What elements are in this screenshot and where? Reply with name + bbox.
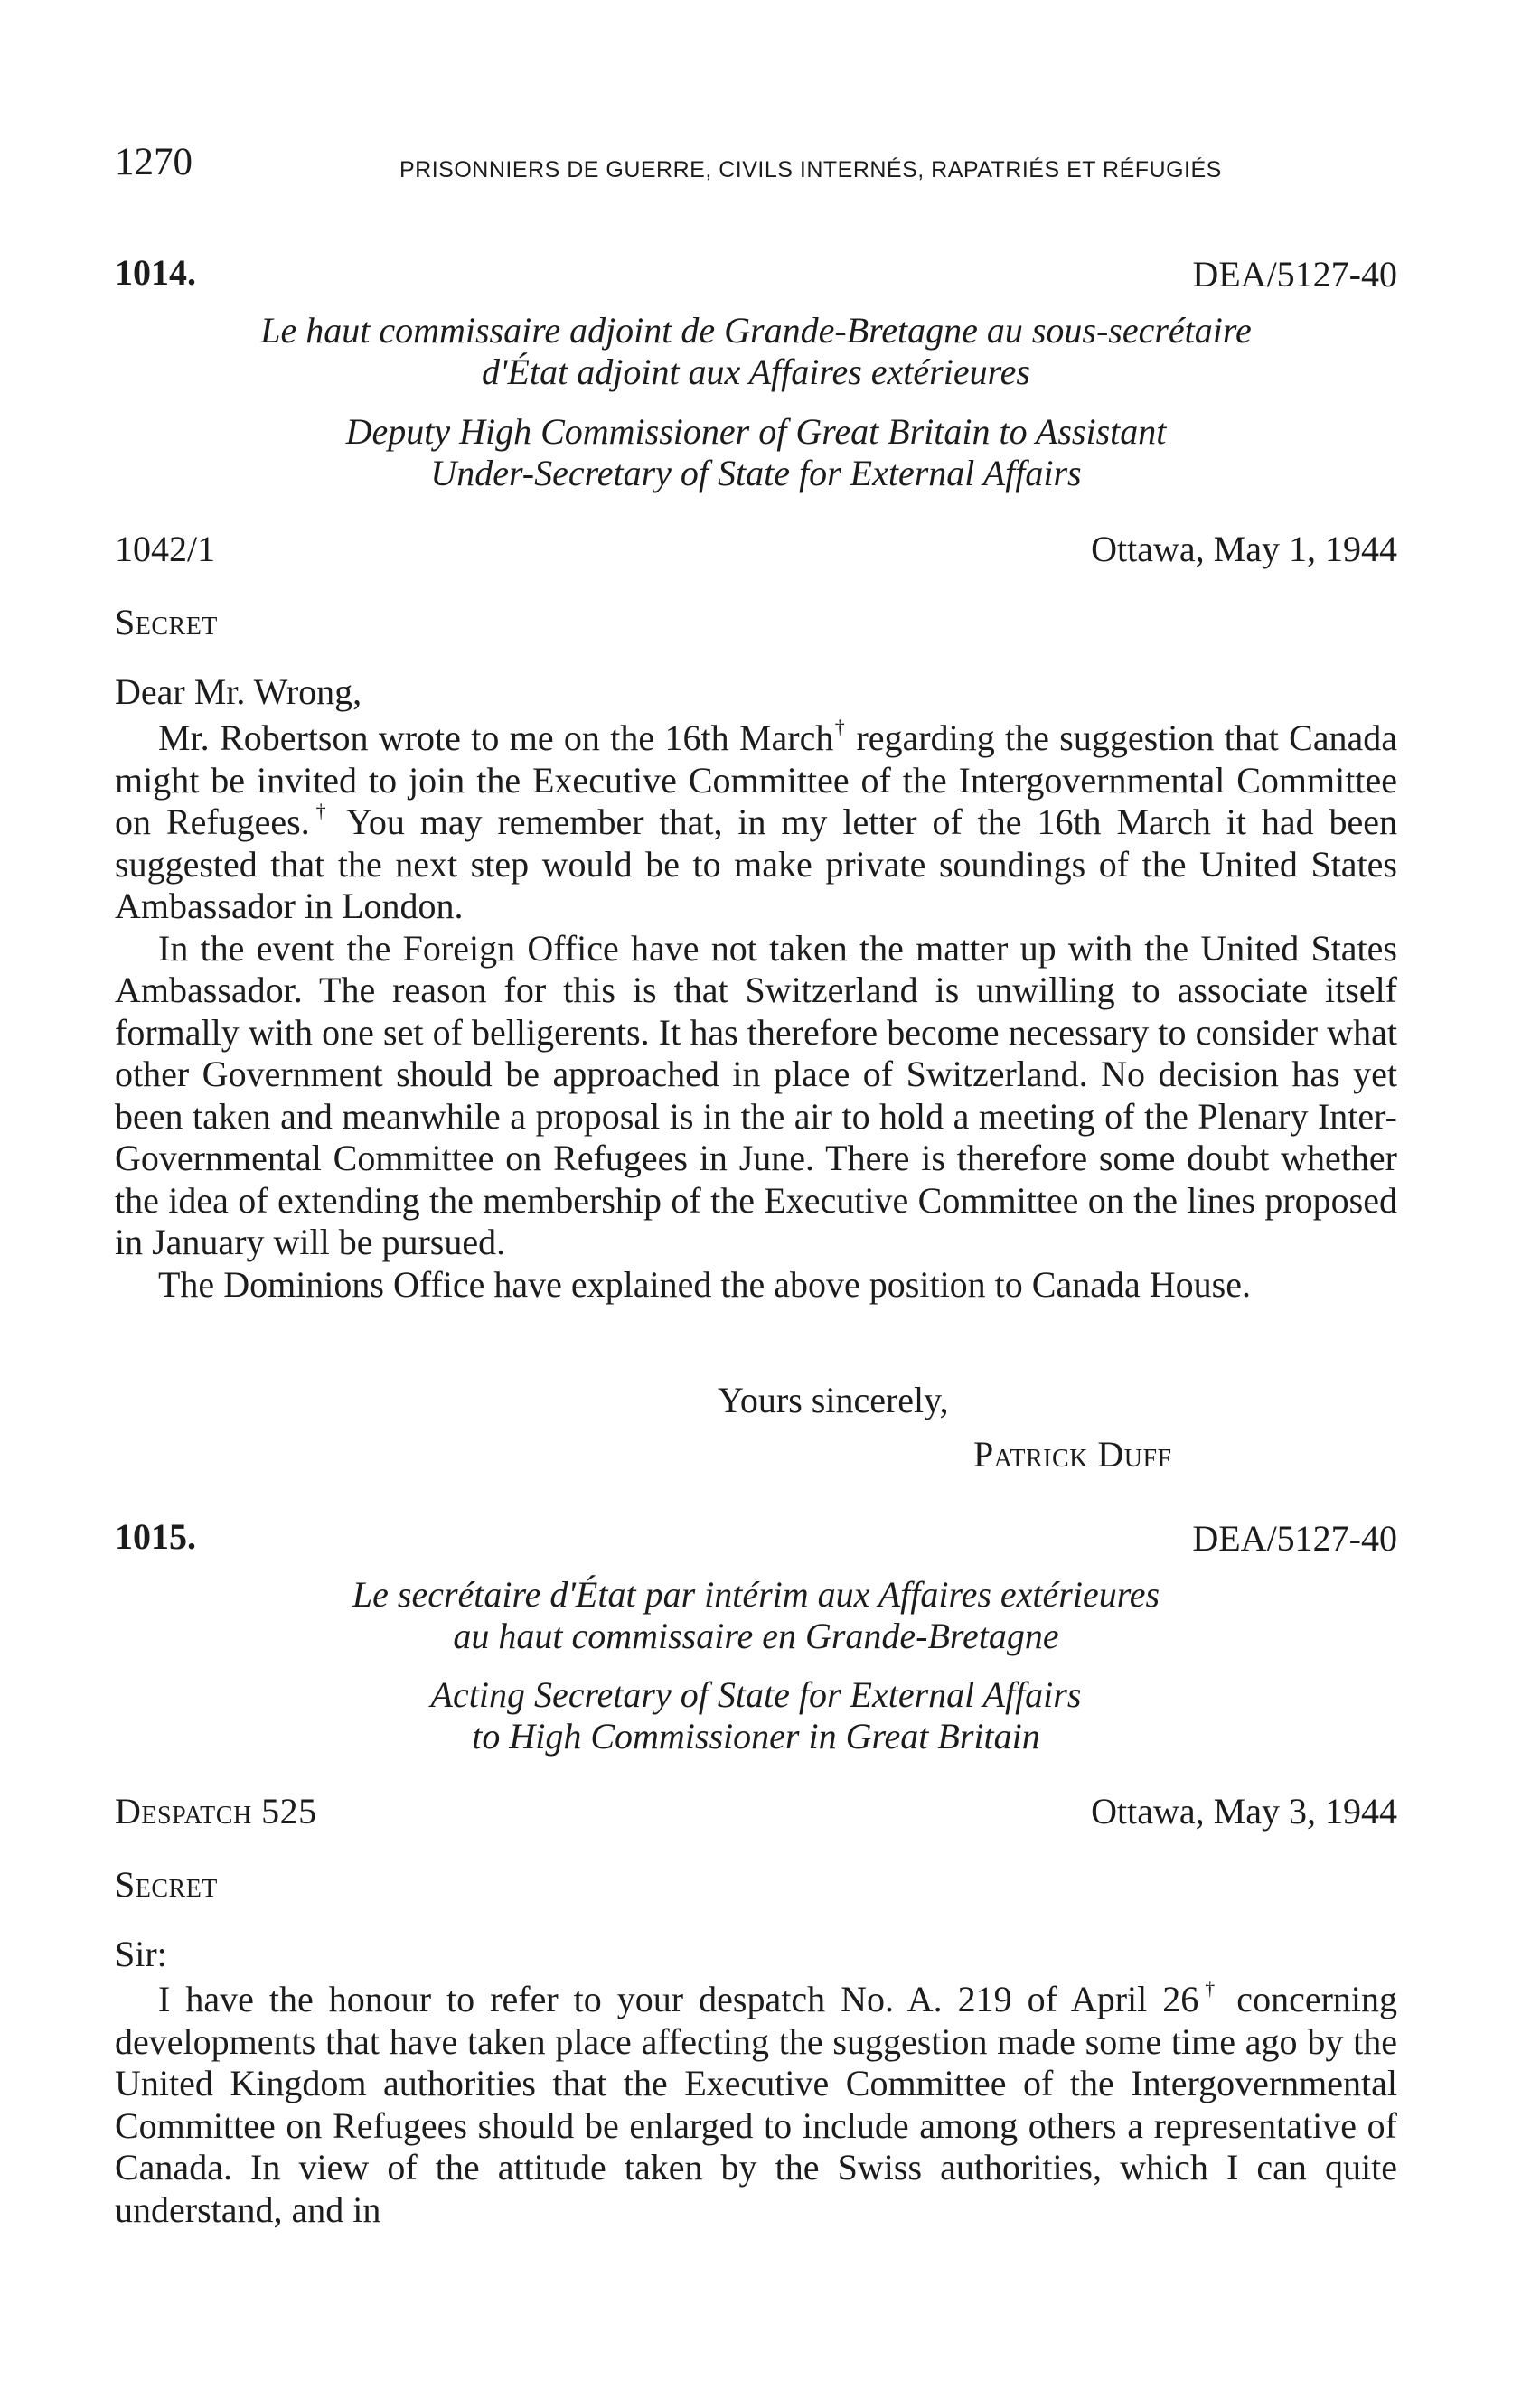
title-line: to High Commissioner in Great Britain <box>472 1716 1040 1757</box>
title-line: d'État adjoint aux Affaires extérieures <box>482 351 1030 392</box>
title-line: Deputy High Commissioner of Great Britain to Assistant <box>345 411 1167 452</box>
salutation: Sir: <box>115 1934 167 1974</box>
title-line: Acting Secretary of State for External Affairs <box>430 1674 1082 1715</box>
file-reference: DEA/5127-40 <box>1192 254 1397 295</box>
document-title-french <box>115 310 1397 393</box>
title-line: Under-Secretary of State for External Affairs <box>430 453 1082 493</box>
dagger-mark: † <box>1198 1976 1222 2000</box>
text-run: concerning developments that have taken place affecting the suggestion made some time ago by the United Kingdom authorities that the Executive Committee of the Intergovernmental Committee on Refugees should be enlarged to include among others a representative of Canada. In view of the attitude taken by the Swiss authorities, which I can quite understand, and in <box>115 1979 1398 2230</box>
title-line: Le haut commissaire adjoint de Grande-Bretagne au sous-secrétaire <box>260 310 1252 351</box>
file-reference: DEA/5127-40 <box>1192 1518 1397 1559</box>
place-date: Ottawa, May 1, 1944 <box>1091 529 1397 569</box>
document-title-english <box>115 411 1397 494</box>
page-number: 1270 <box>115 141 193 183</box>
document-number: 1014. <box>115 252 196 293</box>
signature: Patrick Duff <box>973 1434 1172 1475</box>
title-line: au haut commissaire en Grande-Bretagne <box>453 1616 1059 1656</box>
paragraph <box>115 1976 1398 2231</box>
paragraph: In the event the Foreign Office have not taken the matter up with the United States Ambassador. The reason for this is that Switzerland is unwilling to associate itself formally with one set of belligerents. It has therefore become necessary to consider what other Government should be approached in place of Switzerland. No decision has yet been taken and meanwhile a proposal is in the air to hold a meeting of the Plenary Inter-Governmental Committee on Refugees in June. There is therefore some doubt whether the idea of extending the membership of the Executive Committee on the lines proposed in January will be pursued. <box>115 927 1397 1262</box>
paragraph <box>115 717 1397 928</box>
classification: Secret <box>115 1864 218 1905</box>
text-run: You may remember that, in my letter of the 16th March it had been suggested that the next step would be to make private soundings of the United States Ambassador in London. <box>115 801 1398 926</box>
paragraph: The Dominions Office have explained the above position to Canada House. <box>158 1263 1251 1305</box>
title-line: Le secrétaire d'État par intérim aux Affaires extérieures <box>352 1574 1160 1615</box>
text-run: regarding the suggestion that Canada might be invited to join the Executive Committee of the Intergovernmental Committee on Refugees. <box>115 717 1398 842</box>
dagger-mark: † <box>309 799 333 822</box>
text-run: Mr. Robertson wrote to me on the 16th March <box>158 717 834 758</box>
document-number: 1015. <box>115 1516 196 1557</box>
despatch-number: Despatch 525 <box>115 1791 317 1832</box>
salutation: Dear Mr. Wrong, <box>115 671 362 712</box>
letter-body <box>115 1976 1398 2231</box>
file-number: 1042/1 <box>115 529 216 569</box>
document-title-english <box>115 1674 1397 1757</box>
document-title-french <box>115 1574 1397 1657</box>
closing: Yours sincerely, <box>718 1380 949 1420</box>
text-run: I have the honour to refer to your despatch No. A. 219 of April 26 <box>158 1979 1199 2019</box>
classification: Secret <box>115 602 218 642</box>
running-title: PRISONNIERS DE GUERRE, CIVILS INTERNÉS, RAPATRIÉS ET RÉFUGIÉS <box>399 157 1222 183</box>
place-date: Ottawa, May 3, 1944 <box>1091 1791 1397 1832</box>
dagger-mark: † <box>833 715 847 738</box>
letter-body <box>115 717 1397 1306</box>
